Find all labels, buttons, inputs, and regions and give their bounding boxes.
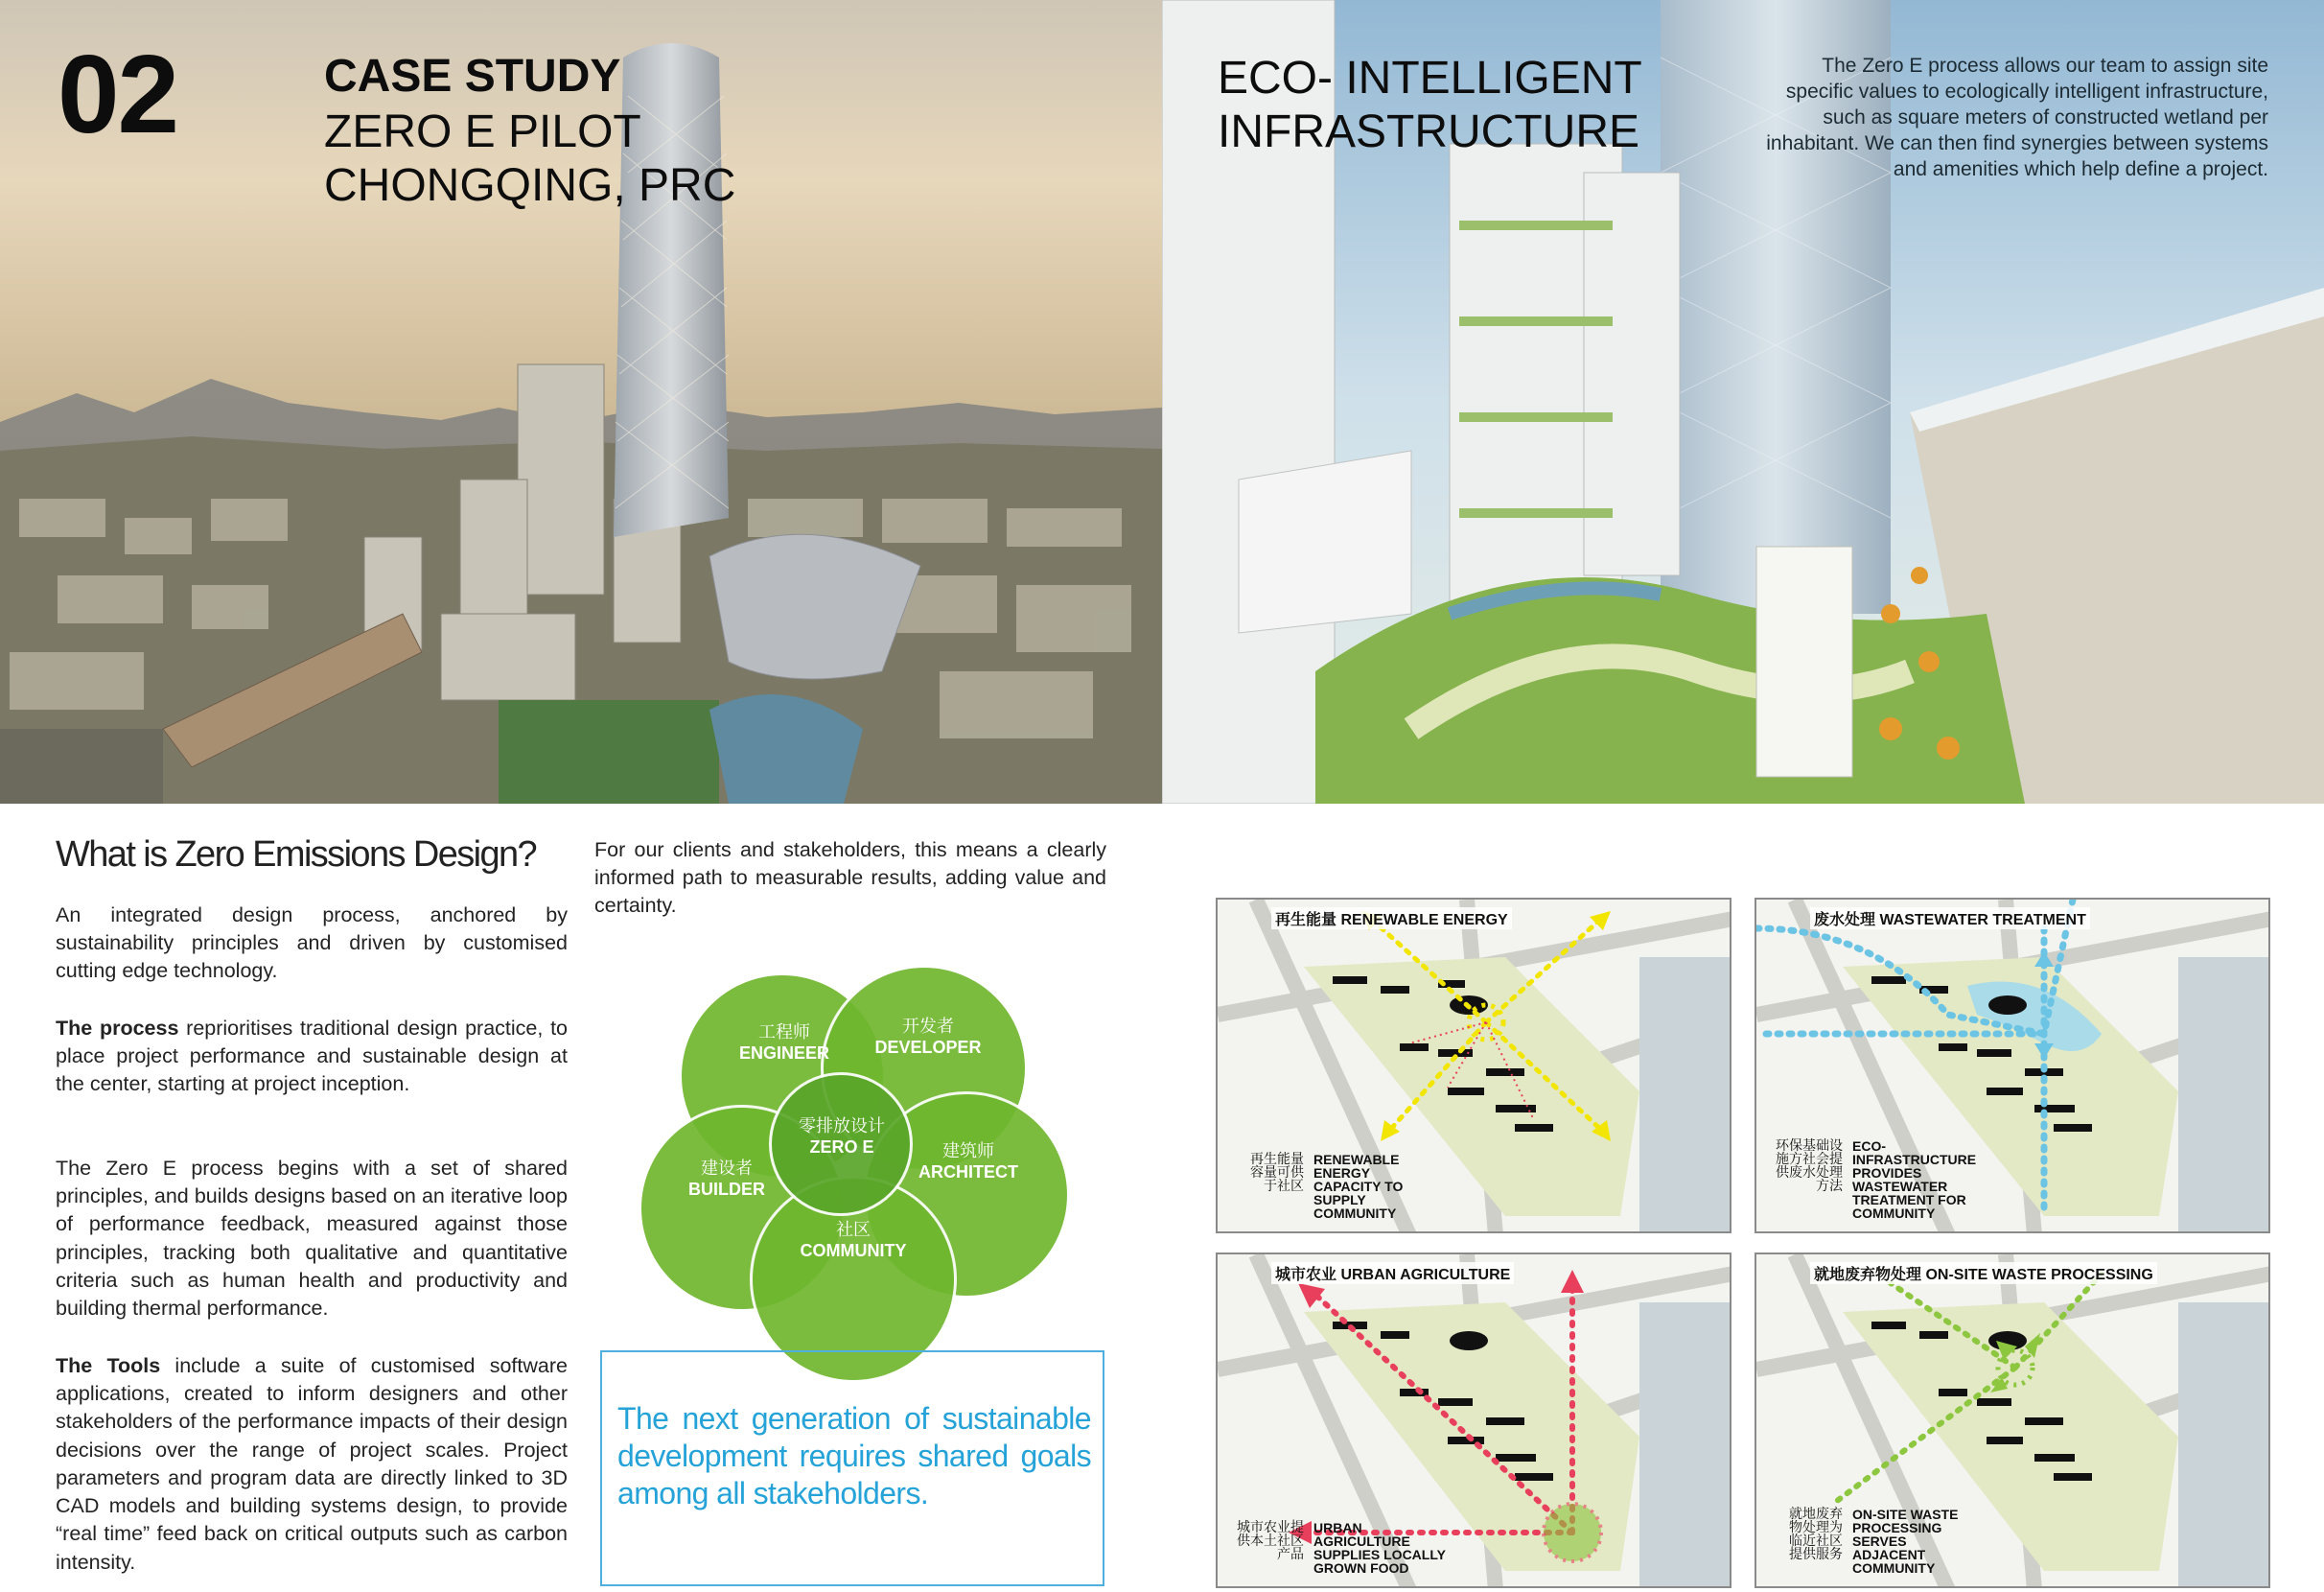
- project-location: CHONGQING, PRC: [324, 160, 736, 211]
- process-text: reprioritises traditional design practice, to place project performance and sustainable design at the center, starting at project inception.: [56, 1017, 568, 1096]
- quote-text: The next generation of sustainable development requires shared goals among all stakeholders.: [617, 1401, 1091, 1511]
- eco-title-line2: INFRASTRUCTURE: [1218, 106, 1639, 157]
- section-heading: What is Zero Emissions Design?: [56, 834, 537, 875]
- diagram-title: 城市农业 URBAN AGRICULTURE: [1271, 1262, 1514, 1284]
- eco-title-line1: ECO- INTELLIGENT: [1218, 53, 1642, 104]
- clients-paragraph: For our clients and stakeholders, this means a clearly informed path to measurable results, adding value and certainty.: [594, 838, 1106, 918]
- venn-label-architect: 建筑师 ARCHITECT: [918, 1141, 1018, 1182]
- tools-paragraph: [56, 1352, 568, 1577]
- tools-text: include a suite of customised software applications, created to inform designers and other stakeholders of the performance impacts of their design decisions over the range of project scales. Project parameters and program data are directly linked to 3D CAD models and building systems design, to provide “real time” feed back on critical outputs such as carbon intensity.: [56, 1354, 568, 1574]
- process-label: The process: [56, 1017, 179, 1040]
- intro-paragraph: An integrated design process, anchored by sustainability principles and driven by customised cutting edge technology.: [56, 903, 568, 983]
- diagram-caption: 再生能量 容量可供 于社区 RENEWABLE ENERGY CAPACITY TO SUPPLY COMMUNITY: [1250, 1152, 1404, 1221]
- tools-label: The Tools: [56, 1354, 161, 1377]
- diagram-renewable-energy: [1216, 898, 1731, 1233]
- process-paragraph: [56, 1015, 568, 1099]
- venn-label-developer: 开发者 DEVELOPER: [874, 1017, 982, 1057]
- loop-paragraph: The Zero E process begins with a set of shared principles, and builds designs based on an iterative loop of performance feedback, measured against those principles, tracking both qualitative and quantitative criteria such as human health and productivity and building thermal performance.: [56, 1157, 568, 1321]
- eco-description: The Zero E process allows our team to assign site specific values to ecologically intelligent infrastructure, such as square meters of constructed wetland per inhabitant. We can then find synergies between systems and amenities which help define a project.: [1766, 55, 2268, 180]
- venn-label-engineer: 工程师 ENGINEER: [738, 1022, 830, 1063]
- diagram-title: 就地废弃物处理 ON-SITE WASTE PROCESSING: [1810, 1262, 2157, 1284]
- page-number: 02: [58, 32, 178, 156]
- diagram-wastewater-treatment: [1755, 898, 2270, 1233]
- diagram-caption: 环保基础设 施方社会提 供废水处理 方法 ECO- INFRASTRUCTURE PROVIDES WASTEWATER TREATMENT FOR COMMUNITY: [1776, 1138, 1977, 1221]
- project-name: ZERO E PILOT: [324, 106, 641, 157]
- venn-label-zero-e: 零排放设计 ZERO E: [799, 1116, 885, 1157]
- diagram-urban-agriculture: [1216, 1253, 1731, 1588]
- venn-label-builder: 建设者 BUILDER: [688, 1159, 765, 1199]
- diagram-onsite-waste-processing: [1755, 1253, 2270, 1588]
- case-study-title: CASE STUDY: [324, 51, 621, 102]
- stakeholder-venn-diagram: [633, 963, 1035, 1337]
- diagram-title: 废水处理 WASTEWATER TREATMENT: [1810, 907, 2090, 929]
- quote-box: [600, 1350, 1104, 1586]
- venn-label-community: 社区 COMMUNITY: [800, 1220, 907, 1260]
- diagram-caption: 就地废弃 物处理为 临近社区 提供服务 ON-SITE WASTE PROCESSING SERVES ADJACENT COMMUNITY: [1789, 1507, 1959, 1576]
- diagram-caption: 城市农业提 供本土社区 产品 URBAN AGRICULTURE SUPPLIES LOCALLY GROWN FOOD: [1237, 1520, 1446, 1576]
- diagram-title: 再生能量 RENEWABLE ENERGY: [1271, 907, 1512, 929]
